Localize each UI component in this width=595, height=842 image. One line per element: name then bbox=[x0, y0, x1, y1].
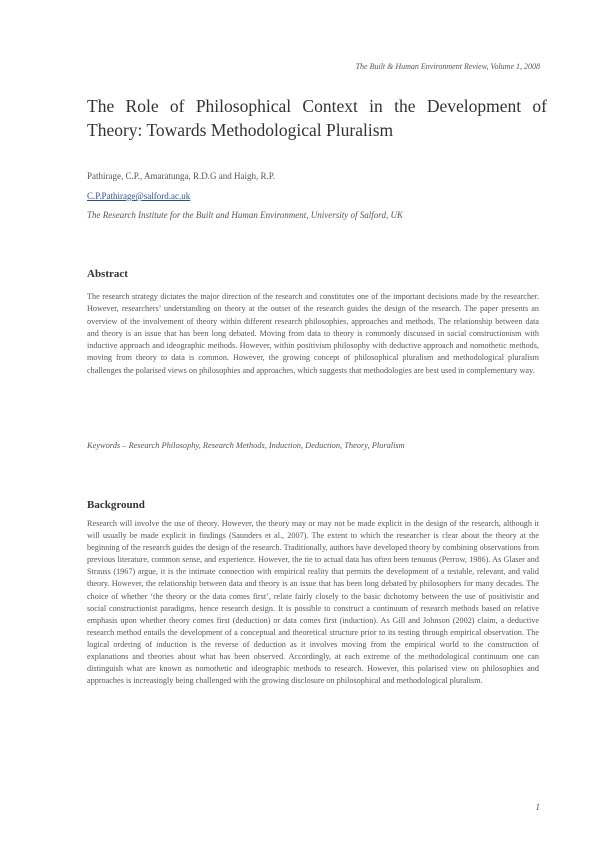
author-email-link[interactable]: C.P.Pathirage@salford.ac.uk bbox=[87, 191, 191, 201]
keywords-line: Keywords – Research Philosophy, Research Methods, Induction, Deduction, Theory, Pluralism bbox=[87, 441, 405, 450]
background-heading: Background bbox=[87, 499, 145, 511]
abstract-heading: Abstract bbox=[87, 268, 128, 280]
page-number: 1 bbox=[535, 802, 540, 812]
running-head: The Built & Human Environment Review, Volume 1, 2008 bbox=[355, 62, 540, 71]
author-list: Pathirage, C.P., Amaratunga, R.D.G and Haigh, R.P. bbox=[87, 171, 275, 181]
abstract-text: The research strategy dictates the major direction of the research and constitutes one of the important decisions made by the researcher. However, researchers’ understanding on theory at the outset of the research guides the design of the research. The paper presents an overview of the involvement of theory within different research philosophies, approaches and methods. The relationship between data and theory is an issue that has been long debated. Moving from data to theory is commonly discussed in social constructionism with inductive approach and ideographic methods. However, within positivism philosophy with deductive approach and nomothetic methods, moving from theory to data is common. However, the growing concept of philosophical pluralism and methodological pluralism challenges the polarised views on philosophies and approaches, which suggests that methodologies are best used in complementary way. bbox=[87, 292, 539, 375]
author-affiliation: The Research Institute for the Built and Human Environment, University of Salford, UK bbox=[87, 210, 403, 220]
paper-title: The Role of Philosophical Context in the Development of Theory: Towards Methodological Pluralism bbox=[87, 96, 547, 140]
background-text: Research will involve the use of theory. However, the theory may or may not be made explicit in the design of the research, although it will usually be made explicit in findings (Saunders et al., 2007). The extent to which the researcher is clear about the theory at the beginning of the research guides the design of the research. Traditionally, authors have developed theory by combining observations from previous literature, common sense, and experience. However, the tie to actual data has often been tenuous (Perrow, 1986). As Glaser and Strauss (1967) argue, it is the intimate connection with empirical reality that permits the development of a testable, relevant, and valid theory. However, the relationship between data and theory is an issue that has been long debated by philosophers for many decades. The choice of whether ‘the theory or the data comes first’, relate fairly closely to the basic dichotomy between the use of positivistic and social constructionist paradigms, hence research design. It is possible to construct a continuum of research methods based on relative emphasis upon whether theory comes first (deduction) or data comes first (induction). As Gill and Johnson (2002) claim, a deductive research method entails the development of a conceptual and theoretical structure prior to its testing through empirical observation. The logical ordering of induction is the reverse of deduction as it involves moving from the empirical world to the construction of explanations and theories about what has been observed. Accordingly, at each extreme of the methodological continuum one can distinguish what are known as nomothetic and ideographic methods to research. However, this polarised view on philosophies and approaches is increasingly being challenged with the growing disclosure on philosophical and methodological pluralism. bbox=[87, 519, 539, 686]
